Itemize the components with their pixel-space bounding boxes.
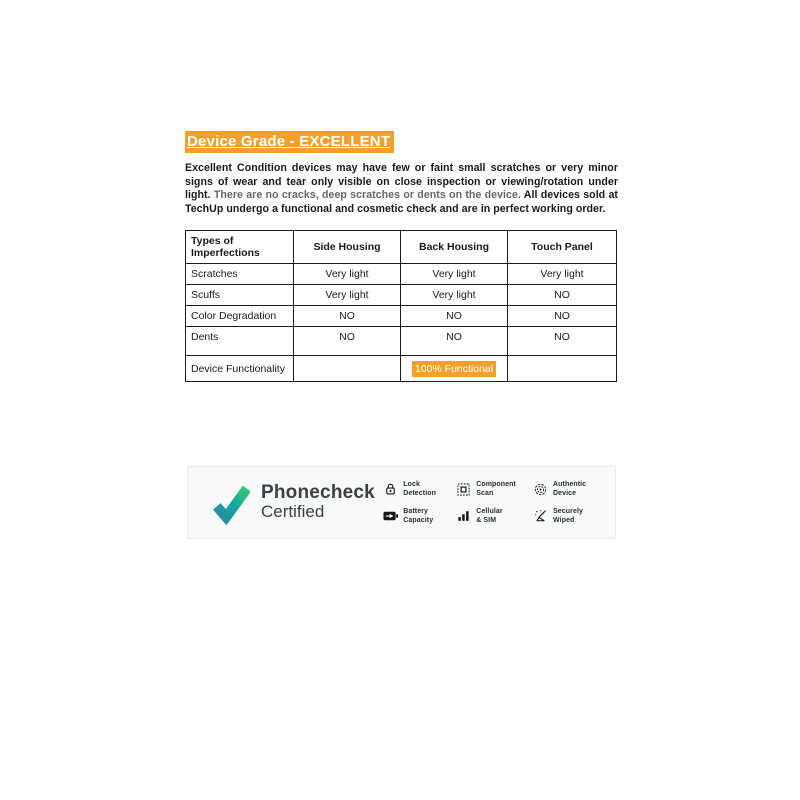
grade-description: [185, 162, 618, 216]
table-row-dents: [186, 327, 617, 356]
description-sentence-1: Excellent Condition devices may have few or faint small scratches or very minor signs of wear and tear only visible on close inspection or viewing/rotation under light.: [185, 162, 618, 202]
cell: Very light: [401, 264, 508, 285]
description-sentence-3: All devices sold at TechUp undergo a functional and cosmetic check and are in perfect working order.: [185, 189, 618, 215]
cell: Very light: [401, 285, 508, 306]
feature-label-line1: Authentic: [553, 481, 587, 489]
header-types-of-imperfections: Types of Imperfections: [186, 231, 294, 264]
feature-component-scan: [456, 480, 516, 498]
feature-label-line2: Device: [553, 490, 577, 498]
brand-subtitle: Certified: [261, 502, 325, 522]
table-row-scuffs: [186, 285, 617, 306]
feature-battery-capacity: [383, 507, 439, 525]
certification-features: [383, 480, 589, 524]
row-label: Color Degradation: [186, 306, 294, 327]
cell: [508, 356, 617, 382]
cell: NO: [508, 306, 617, 327]
wipe-icon: [533, 509, 548, 523]
description-sentence-2: There are no cracks, deep scratches or dents on the device.: [210, 189, 521, 202]
cell: NO: [294, 306, 401, 327]
imperfections-table: [185, 230, 617, 382]
feature-label-line1: Battery: [403, 507, 429, 515]
cell: NO: [294, 327, 401, 356]
feature-label-line2: Scan: [476, 490, 494, 498]
feature-label-line2: Detection: [403, 490, 436, 498]
signal-bars-icon: [456, 509, 471, 523]
row-label: Scratches: [186, 264, 294, 285]
feature-cellular-sim: [456, 507, 516, 525]
fingerprint-icon: [533, 482, 548, 496]
feature-label-line1: Lock: [403, 481, 420, 489]
cell: [401, 356, 508, 382]
feature-label-line2: Wiped: [553, 516, 575, 524]
header-back-housing: Back Housing: [401, 231, 508, 264]
header-side-housing: Side Housing: [294, 231, 401, 264]
cell: Very light: [294, 285, 401, 306]
cell: Very light: [508, 264, 617, 285]
cell: Very light: [294, 264, 401, 285]
feature-securely-wiped: [533, 507, 589, 525]
table-row-scratches: [186, 264, 617, 285]
feature-label-line1: Securely: [553, 507, 583, 515]
cell: NO: [401, 327, 508, 356]
table-header-row: [186, 231, 617, 264]
battery-icon: [383, 509, 398, 523]
feature-label-line2: Capacity: [403, 516, 434, 524]
brand-name: Phonecheck: [261, 482, 375, 504]
cell: NO: [508, 327, 617, 356]
feature-lock-detection: [383, 480, 439, 498]
cell: [294, 356, 401, 382]
cell: NO: [401, 306, 508, 327]
page-title: Device Grade - EXCELLENT: [185, 131, 394, 153]
feature-authentic-device: [533, 480, 589, 498]
header-touch-panel: Touch Panel: [508, 231, 617, 264]
component-scan-icon: [456, 482, 471, 496]
lock-icon: [383, 482, 398, 496]
feature-label-line2: & SIM: [476, 516, 497, 524]
functional-highlight-badge: 100% Functional: [412, 361, 496, 377]
table-row-device-functionality: [186, 356, 617, 382]
row-label: Dents: [186, 327, 294, 356]
phonecheck-certified-badge: [187, 466, 616, 539]
row-label: Scuffs: [186, 285, 294, 306]
table-row-color-degradation: [186, 306, 617, 327]
cell: NO: [508, 285, 617, 306]
phonecheck-logo: [213, 480, 375, 525]
feature-label-line1: Cellular: [476, 507, 503, 515]
feature-label-line1: Component: [476, 481, 516, 489]
row-label: Device Functionality: [186, 356, 294, 382]
checkmark-icon: [213, 480, 250, 525]
